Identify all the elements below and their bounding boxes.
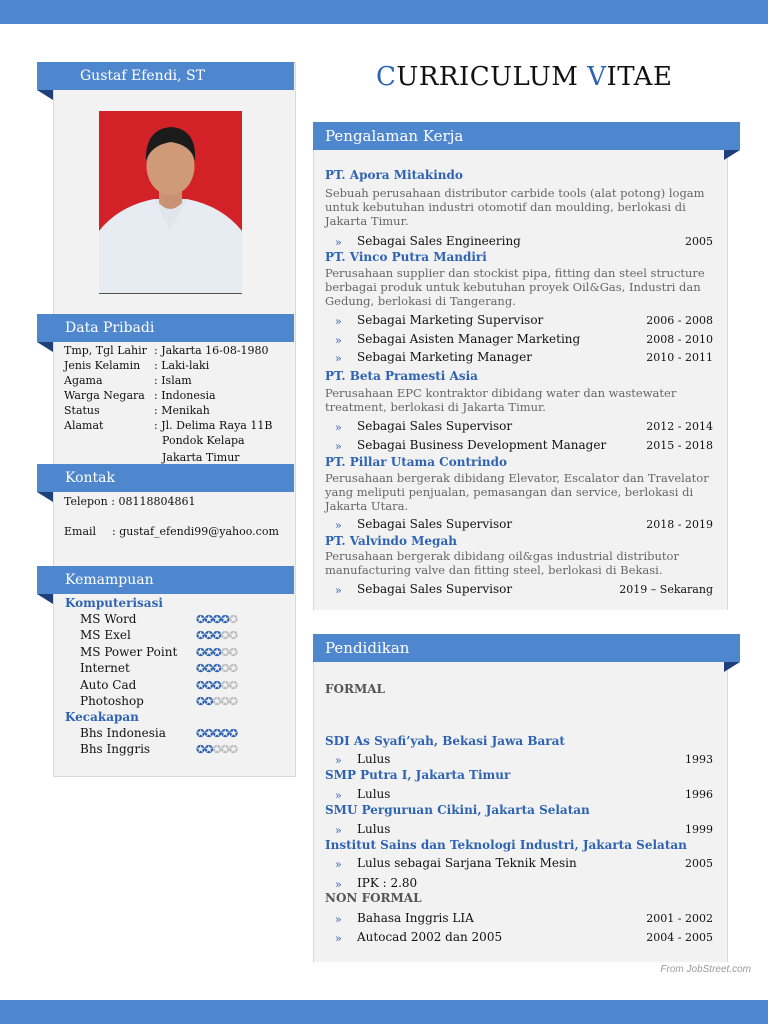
education-item-text: IPK : 2.80 — [357, 876, 418, 890]
skill-name: Internet — [80, 661, 130, 675]
education-item-text: Lulus — [357, 787, 391, 801]
star-empty-icon: ✪ — [228, 695, 238, 708]
education-item-year: 2001 - 2002 — [646, 912, 713, 925]
page-title: CURRICULUM VITAE — [376, 62, 673, 92]
company-description: Sebuah perusahaan distributor carbide tools (alat potong) logam untuk kebutuhan industri otomotif dan moulding, berlokasi di Jakarta Timur. — [325, 186, 705, 228]
education-item-year: 2005 — [685, 857, 713, 870]
star-empty-icon: ✪ — [228, 743, 238, 756]
star-filled-icon: ✪ — [196, 613, 205, 626]
star-empty-icon: ✪ — [220, 743, 229, 756]
double-chevron-icon: » — [335, 352, 342, 365]
skill-rating — [196, 613, 237, 626]
star-empty-icon: ✪ — [220, 629, 229, 642]
skill-name: Bhs Inggris — [80, 742, 151, 756]
double-chevron-icon: » — [335, 334, 342, 347]
double-chevron-icon: » — [335, 878, 342, 891]
ribbon-fold — [724, 662, 740, 672]
star-filled-icon: ✪ — [220, 727, 229, 740]
star-empty-icon: ✪ — [212, 743, 221, 756]
double-chevron-icon: » — [335, 584, 342, 597]
section-header-kontak: Kontak — [37, 464, 294, 492]
star-filled-icon: ✪ — [196, 679, 205, 692]
skill-name: MS Exel — [80, 628, 131, 642]
company-name: PT. Beta Pramesti Asia — [325, 369, 478, 383]
education-item-year: 2004 - 2005 — [646, 931, 713, 944]
company-description: Perusahaan supplier dan stockist pipa, fitting dan steel structure berbagai produk untuk kebutuhan proyek Oil&Gas, Industri dan Gedung, berlokasi di Tangerang. — [325, 266, 705, 308]
education-item-text: Lulus — [357, 752, 391, 766]
star-empty-icon: ✪ — [228, 662, 238, 675]
position-title: Sebagai Asisten Manager Marketing — [357, 332, 581, 346]
star-empty-icon: ✪ — [228, 613, 238, 626]
position-years: 2015 - 2018 — [646, 439, 713, 452]
double-chevron-icon: » — [335, 519, 342, 532]
star-filled-icon: ✪ — [212, 646, 221, 659]
ribbon-fold — [37, 594, 53, 604]
double-chevron-icon: » — [335, 789, 342, 802]
skill-rating — [196, 695, 237, 708]
company-name: PT. Pillar Utama Contrindo — [325, 455, 507, 469]
skill-rating — [196, 629, 237, 642]
bottom-bar — [0, 1000, 768, 1024]
section-header-pendidikan: Pendidikan — [313, 634, 740, 662]
star-filled-icon: ✪ — [212, 629, 221, 642]
ribbon-fold — [37, 492, 53, 502]
education-item-text: Autocad 2002 dan 2005 — [357, 930, 503, 944]
education-item-year: 1996 — [685, 788, 713, 801]
company-name: PT. Valvindo Megah — [325, 534, 457, 548]
star-filled-icon: ✪ — [204, 727, 213, 740]
person-portrait-icon — [99, 111, 242, 293]
section-header-data-pribadi: Data Pribadi — [37, 314, 294, 342]
double-chevron-icon: » — [335, 315, 342, 328]
star-filled-icon: ✪ — [228, 727, 238, 740]
position-title: Sebagai Business Development Manager — [357, 438, 607, 452]
double-chevron-icon: » — [335, 932, 342, 945]
school-name: SMU Perguruan Cikini, Jakarta Selatan — [325, 803, 590, 817]
star-empty-icon: ✪ — [220, 662, 229, 675]
star-filled-icon: ✪ — [196, 646, 205, 659]
company-description: Perusahaan EPC kontraktor dibidang water dan wastewater treatment, berlokasi di Jakarta Timur. — [325, 386, 677, 414]
skill-rating — [196, 679, 237, 692]
star-empty-icon: ✪ — [228, 646, 238, 659]
footer-credit: From JobStreet.com — [660, 964, 751, 975]
contact-phone: Telepon : 08118804861 — [64, 495, 196, 508]
star-filled-icon: ✪ — [204, 646, 213, 659]
position-title: Sebagai Sales Supervisor — [357, 582, 513, 596]
star-filled-icon: ✪ — [204, 629, 213, 642]
star-filled-icon: ✪ — [220, 613, 229, 626]
skill-rating — [196, 646, 237, 659]
position-years: 2010 - 2011 — [646, 351, 713, 364]
position-years: 2012 - 2014 — [646, 420, 713, 433]
double-chevron-icon: » — [335, 421, 342, 434]
double-chevron-icon: » — [335, 236, 342, 249]
school-name: SMP Putra I, Jakarta Timur — [325, 768, 511, 782]
education-item-text: Lulus — [357, 822, 391, 836]
top-bar — [0, 0, 768, 24]
star-empty-icon: ✪ — [228, 629, 238, 642]
skill-rating — [196, 743, 237, 756]
ribbon-fold — [37, 90, 53, 100]
skill-name: Photoshop — [80, 694, 144, 708]
profile-photo — [99, 111, 242, 294]
section-header-pengalaman-kerja: Pengalaman Kerja — [313, 122, 740, 150]
school-name: Institut Sains dan Teknologi Industri, Jakarta Selatan — [325, 838, 687, 852]
position-title: Sebagai Marketing Manager — [357, 350, 532, 364]
formal-label: FORMAL — [325, 682, 385, 696]
position-years: 2018 - 2019 — [646, 518, 713, 531]
star-filled-icon: ✪ — [196, 695, 205, 708]
star-filled-icon: ✪ — [204, 695, 213, 708]
position-title: Sebagai Sales Engineering — [357, 234, 521, 248]
star-filled-icon: ✪ — [196, 743, 205, 756]
education-item-year: 1993 — [685, 753, 713, 766]
star-empty-icon: ✪ — [220, 646, 229, 659]
company-name: PT. Vinco Putra Mandiri — [325, 250, 487, 264]
skill-name: Bhs Indonesia — [80, 726, 166, 740]
company-name: PT. Apora Mitakindo — [325, 168, 463, 182]
skill-rating — [196, 727, 237, 740]
position-years: 2008 - 2010 — [646, 333, 713, 346]
star-filled-icon: ✪ — [204, 743, 213, 756]
position-title: Sebagai Sales Supervisor — [357, 419, 513, 433]
star-empty-icon: ✪ — [220, 679, 229, 692]
double-chevron-icon: » — [335, 754, 342, 767]
name-header — [37, 62, 294, 90]
ribbon-fold — [724, 150, 740, 160]
star-empty-icon: ✪ — [220, 695, 229, 708]
star-filled-icon: ✪ — [196, 727, 205, 740]
position-years: 2019 – Sekarang — [619, 583, 713, 596]
education-item-text: Bahasa Inggris LIA — [357, 911, 474, 925]
skill-name: Auto Cad — [80, 678, 137, 692]
nonformal-label: NON FORMAL — [325, 891, 422, 905]
star-filled-icon: ✪ — [212, 727, 221, 740]
position-title: Sebagai Marketing Supervisor — [357, 313, 544, 327]
star-filled-icon: ✪ — [212, 613, 221, 626]
star-filled-icon: ✪ — [196, 662, 205, 675]
double-chevron-icon: » — [335, 440, 342, 453]
skill-category: Komputerisasi — [65, 596, 163, 610]
star-empty-icon: ✪ — [212, 695, 221, 708]
skill-category: Kecakapan — [65, 710, 139, 724]
double-chevron-icon: » — [335, 913, 342, 926]
contact-email[interactable]: : gustaf_efendi99@yahoo.com — [112, 525, 279, 538]
skill-name: MS Power Point — [80, 645, 178, 659]
skill-rating — [196, 662, 237, 675]
section-header-kemampuan: Kemampuan — [37, 566, 294, 594]
position-years: 2005 — [685, 235, 713, 248]
company-description: Perusahaan bergerak dibidang oil&gas industrial distributor manufacturing valve dan fitting steel, berlokasi di Bekasi. — [325, 549, 679, 577]
person-name: Gustaf Efendi, ST — [80, 68, 205, 84]
position-years: 2006 - 2008 — [646, 314, 713, 327]
address-line-3: Jakarta Timur — [162, 451, 240, 464]
skill-name: MS Word — [80, 612, 137, 626]
star-filled-icon: ✪ — [212, 662, 221, 675]
star-filled-icon: ✪ — [204, 613, 213, 626]
education-item-text: Lulus sebagai Sarjana Teknik Mesin — [357, 856, 577, 870]
position-title: Sebagai Sales Supervisor — [357, 517, 513, 531]
double-chevron-icon: » — [335, 824, 342, 837]
star-filled-icon: ✪ — [196, 629, 205, 642]
education-item-year: 1999 — [685, 823, 713, 836]
address-line-2: Pondok Kelapa — [162, 434, 245, 447]
ribbon-fold — [37, 342, 53, 352]
star-filled-icon: ✪ — [212, 679, 221, 692]
double-chevron-icon: » — [335, 858, 342, 871]
school-name: SDI As Syafi’yah, Bekasi Jawa Barat — [325, 734, 565, 748]
star-filled-icon: ✪ — [204, 662, 213, 675]
star-empty-icon: ✪ — [228, 679, 238, 692]
company-description: Perusahaan bergerak dibidang Elevator, Escalator dan Travelator yang meliputi penjualan, pemasangan dan service, berlokasi di Jakarta Utara. — [325, 471, 709, 513]
star-filled-icon: ✪ — [204, 679, 213, 692]
contact-email-label: Email — [64, 525, 97, 538]
